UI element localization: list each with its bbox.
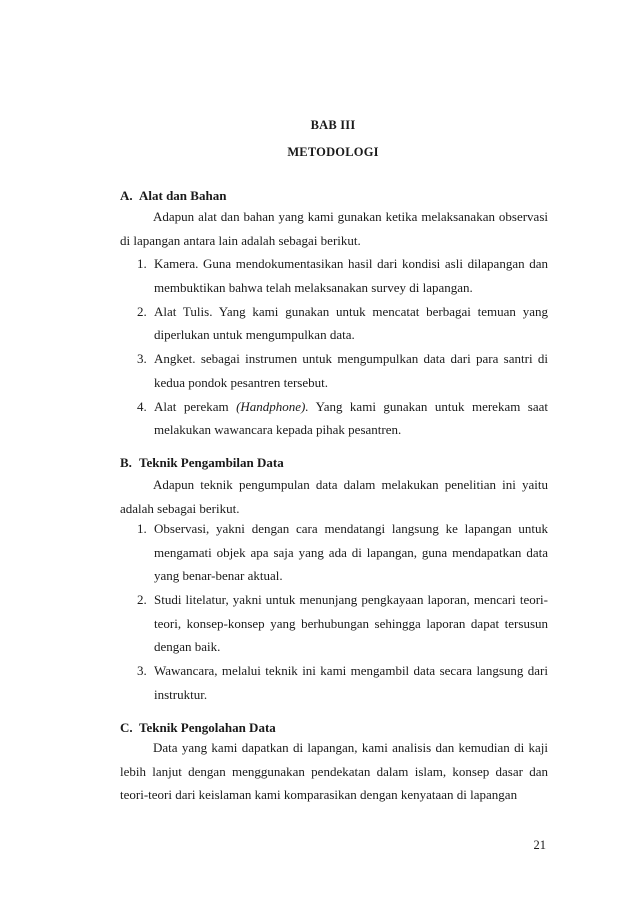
list-number: 3. <box>137 663 147 678</box>
list-item <box>120 588 548 659</box>
section-heading-c <box>120 720 276 736</box>
list-number: 4. <box>137 398 147 414</box>
section-letter: A. <box>120 188 133 203</box>
list-text-before: Alat perekam <box>154 398 237 414</box>
list-text-italic: (Handphone). <box>236 398 309 414</box>
list-item <box>120 659 548 706</box>
list-text: Observasi, yakni dengan cara mendatangi langsung ke lapangan untuk mengamati objek apa saja yang ada di lapangan, guna mendapatkan data yang benar-benar aktual. <box>154 521 548 583</box>
list-number: 2. <box>137 303 147 319</box>
list-item <box>120 252 548 299</box>
section-c-intro: Data yang kami dapatkan di lapangan, kami analisis dan kemudian di kaji lebih lanjut dengan menggunakan pendekatan dalam islam, konsep dasar dan teori-teori dari keislaman kami komparasikan dengan kenyataan di lapangan <box>120 740 548 802</box>
list-number: 2. <box>137 592 147 607</box>
list-number: 1. <box>137 521 147 536</box>
section-title: Teknik Pengolahan Data <box>139 720 276 735</box>
list-text: Kamera. Guna mendokumentasikan hasil dari kondisi asli dilapangan dan membuktikan bahwa telah melaksanakan survey di lapangan. <box>154 256 548 295</box>
section-letter: C. <box>120 720 133 735</box>
list-item <box>120 517 548 588</box>
list-number: 1. <box>137 256 147 271</box>
section-a-intro: Adapun alat dan bahan yang kami gunakan ketika melaksanakan observasi di lapangan antara lain adalah sebagai berikut. <box>120 209 548 248</box>
list-item <box>120 395 548 442</box>
section-title: Alat dan Bahan <box>139 188 227 203</box>
list-text: Studi litelatur, yakni untuk menunjang pengkayaan laporan, mencari teori-teori, konsep-konsep yang berhubungan sehingga laporan dapat tersusun dengan baik. <box>154 592 548 654</box>
list-text-after: Yang kami gunakan untuk merekam saat melakukan wawancara kepada pihak pesantren. <box>154 398 548 437</box>
list-number: 3. <box>137 351 147 366</box>
section-letter: B. <box>120 455 132 470</box>
list-item <box>120 300 548 347</box>
list-item <box>120 347 548 394</box>
section-b-list <box>120 517 548 707</box>
list-text: Wawancara, melalui teknik ini kami mengambil data secara langsung dari instruktur. <box>154 663 548 702</box>
chapter-number: BAB III <box>310 118 356 132</box>
section-heading-b <box>120 455 284 471</box>
section-b-intro: Adapun teknik pengumpulan data dalam melakukan penelitian ini yaitu adalah sebagai berikut. <box>120 477 548 516</box>
list-text: Angket. sebagai instrumen untuk mengumpulkan data dari para santri di kedua pondok pesantren tersebut. <box>154 351 548 390</box>
page-number: 21 <box>533 838 546 852</box>
section-title: Teknik Pengambilan Data <box>139 455 284 470</box>
section-heading-a <box>120 188 226 204</box>
list-text: Alat Tulis. Yang kami gunakan untuk mencatat berbagai temuan yang diperlukan untuk mengumpulkan data. <box>154 303 548 342</box>
chapter-title: METODOLOGI <box>287 145 379 159</box>
section-a-list <box>120 252 548 442</box>
